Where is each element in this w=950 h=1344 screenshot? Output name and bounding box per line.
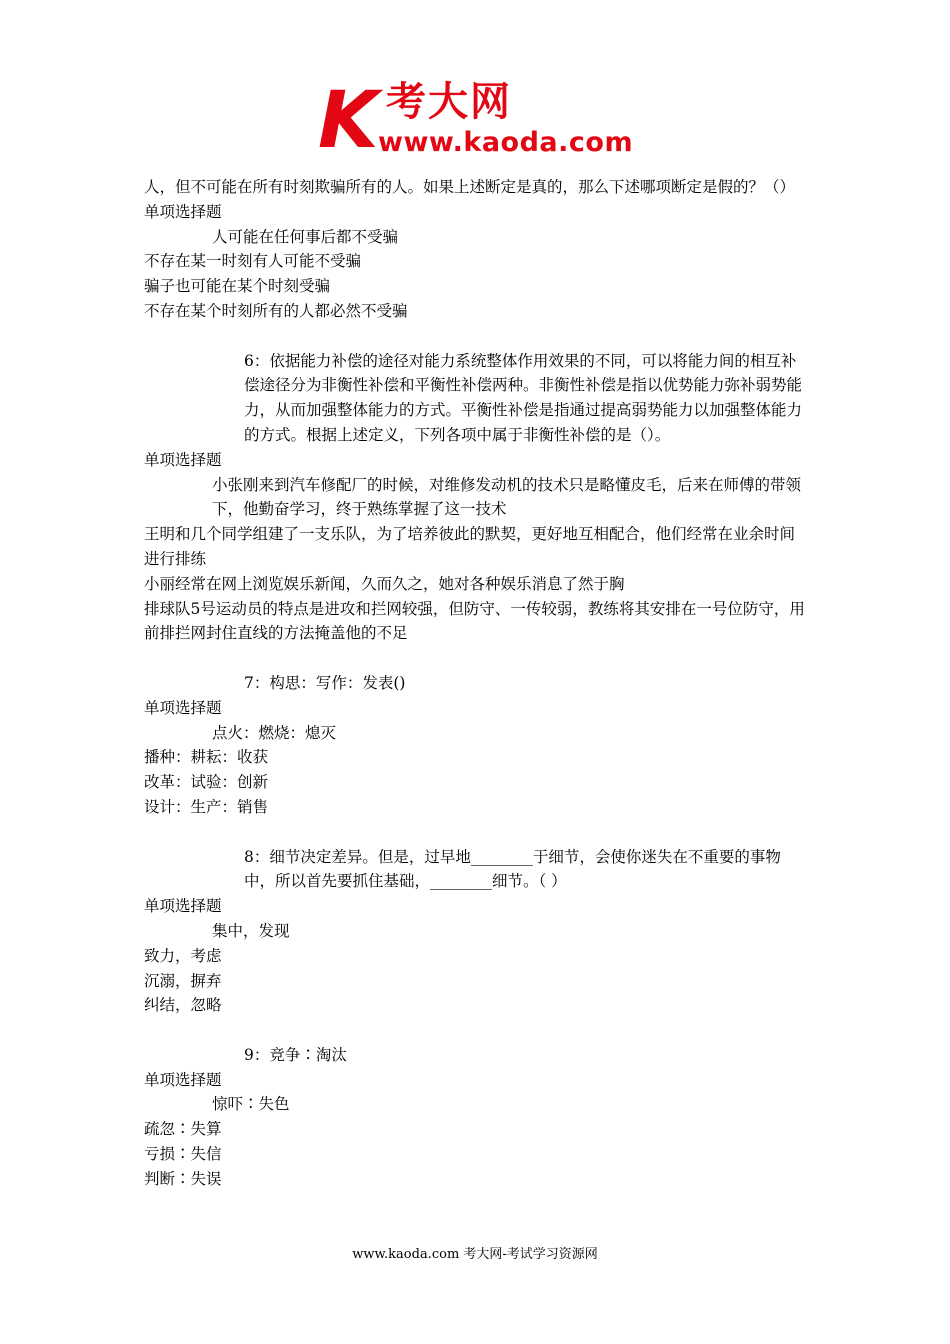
kaoda-logo <box>318 78 638 164</box>
q9-stem: 9：竞争∶淘汰 <box>244 1045 347 1064</box>
q7-option-a: 点火：燃烧：熄灭 <box>212 723 337 742</box>
q8-option-c: 沉溺，摒弃 <box>144 971 222 990</box>
q8-option-d: 纠结，忽略 <box>144 996 222 1015</box>
logo-k-mark: K <box>318 76 379 166</box>
q7-type: 单项选择题 <box>144 698 222 717</box>
q5-option-a: 人可能在任何事后都不受骗 <box>212 227 399 246</box>
q6-option-b: 王明和几个同学组建了一支乐队，为了培养彼此的默契，更好地互相配合，他们经常在业余时间进行排练 <box>144 525 796 568</box>
q8-option-b: 致力，考虑 <box>144 946 222 965</box>
q5-stem: 人，但不可能在所有时刻欺骗所有的人。如果上述断定是真的，那么下述哪项断定是假的？（） <box>144 178 796 196</box>
logo-brand-name: 考大网 <box>386 79 512 125</box>
q7-option-b: 播种：耕耘：收获 <box>144 748 269 767</box>
q6-option-a: 小张刚来到汽车修配厂的时候，对维修发动机的技术只是略懂皮毛，后来在师傅的带领下，他勤奋学习，终于熟练掌握了这一技术 <box>212 475 802 519</box>
q6-type: 单项选择题 <box>144 450 222 469</box>
q9-option-c: 亏损∶失信 <box>144 1145 222 1164</box>
page-footer: www.kaoda.com 考大网-考试学习资源网 <box>352 1247 598 1262</box>
q9-option-b: 疏忽∶失算 <box>144 1120 222 1139</box>
q8-option-a: 集中，发现 <box>212 921 290 940</box>
q7-option-c: 改革：试验：创新 <box>144 773 269 792</box>
exam-content <box>144 175 808 1192</box>
q9-option-d: 判断∶失误 <box>144 1169 222 1188</box>
q5-option-c: 骗子也可能在某个时刻受骗 <box>144 277 331 296</box>
q7-option-d: 设计：生产：销售 <box>144 797 269 816</box>
q7-stem: 7：构思：写作：发表() <box>244 673 406 692</box>
q5-option-d: 不存在某个时刻所有的人都必然不受骗 <box>144 301 408 320</box>
q6-option-c: 小丽经常在网上浏览娱乐新闻，久而久之，她对各种娱乐消息了然于胸 <box>144 574 625 593</box>
q8-type: 单项选择题 <box>144 897 222 916</box>
logo-url: www.kaoda.com <box>378 127 634 158</box>
q6-stem: 6：依据能力补偿的途径对能力系统整体作用效果的不同，可以将能力间的相互补偿途径分为非衡性补偿和平衡性补偿两种。非衡性补偿是指以优势能力弥补弱势能力，从而加强整体能力的方式。平衡性补偿是指通过提高弱势能力以加强整体能力的方式。根据上述定义，下列各项中属于非衡性补偿的是（）。 <box>244 351 803 444</box>
q6-option-d: 排球队5号运动员的特点是进攻和拦网较强，但防守、一传较弱，教练将其安排在一号位防守，用前排拦网封住直线的方法掩盖他的不足 <box>144 599 805 643</box>
q8-stem: 8：细节决定差异。但是，过早地________于细节，会使你迷失在不重要的事物中，所以首先要抓住基础，________细节。（ ） <box>244 847 781 891</box>
q5-type: 单项选择题 <box>144 202 222 221</box>
q5-option-b: 不存在某一时刻有人可能不受骗 <box>144 252 362 271</box>
q9-type: 单项选择题 <box>144 1070 222 1089</box>
q9-option-a: 惊吓∶失色 <box>212 1095 290 1114</box>
